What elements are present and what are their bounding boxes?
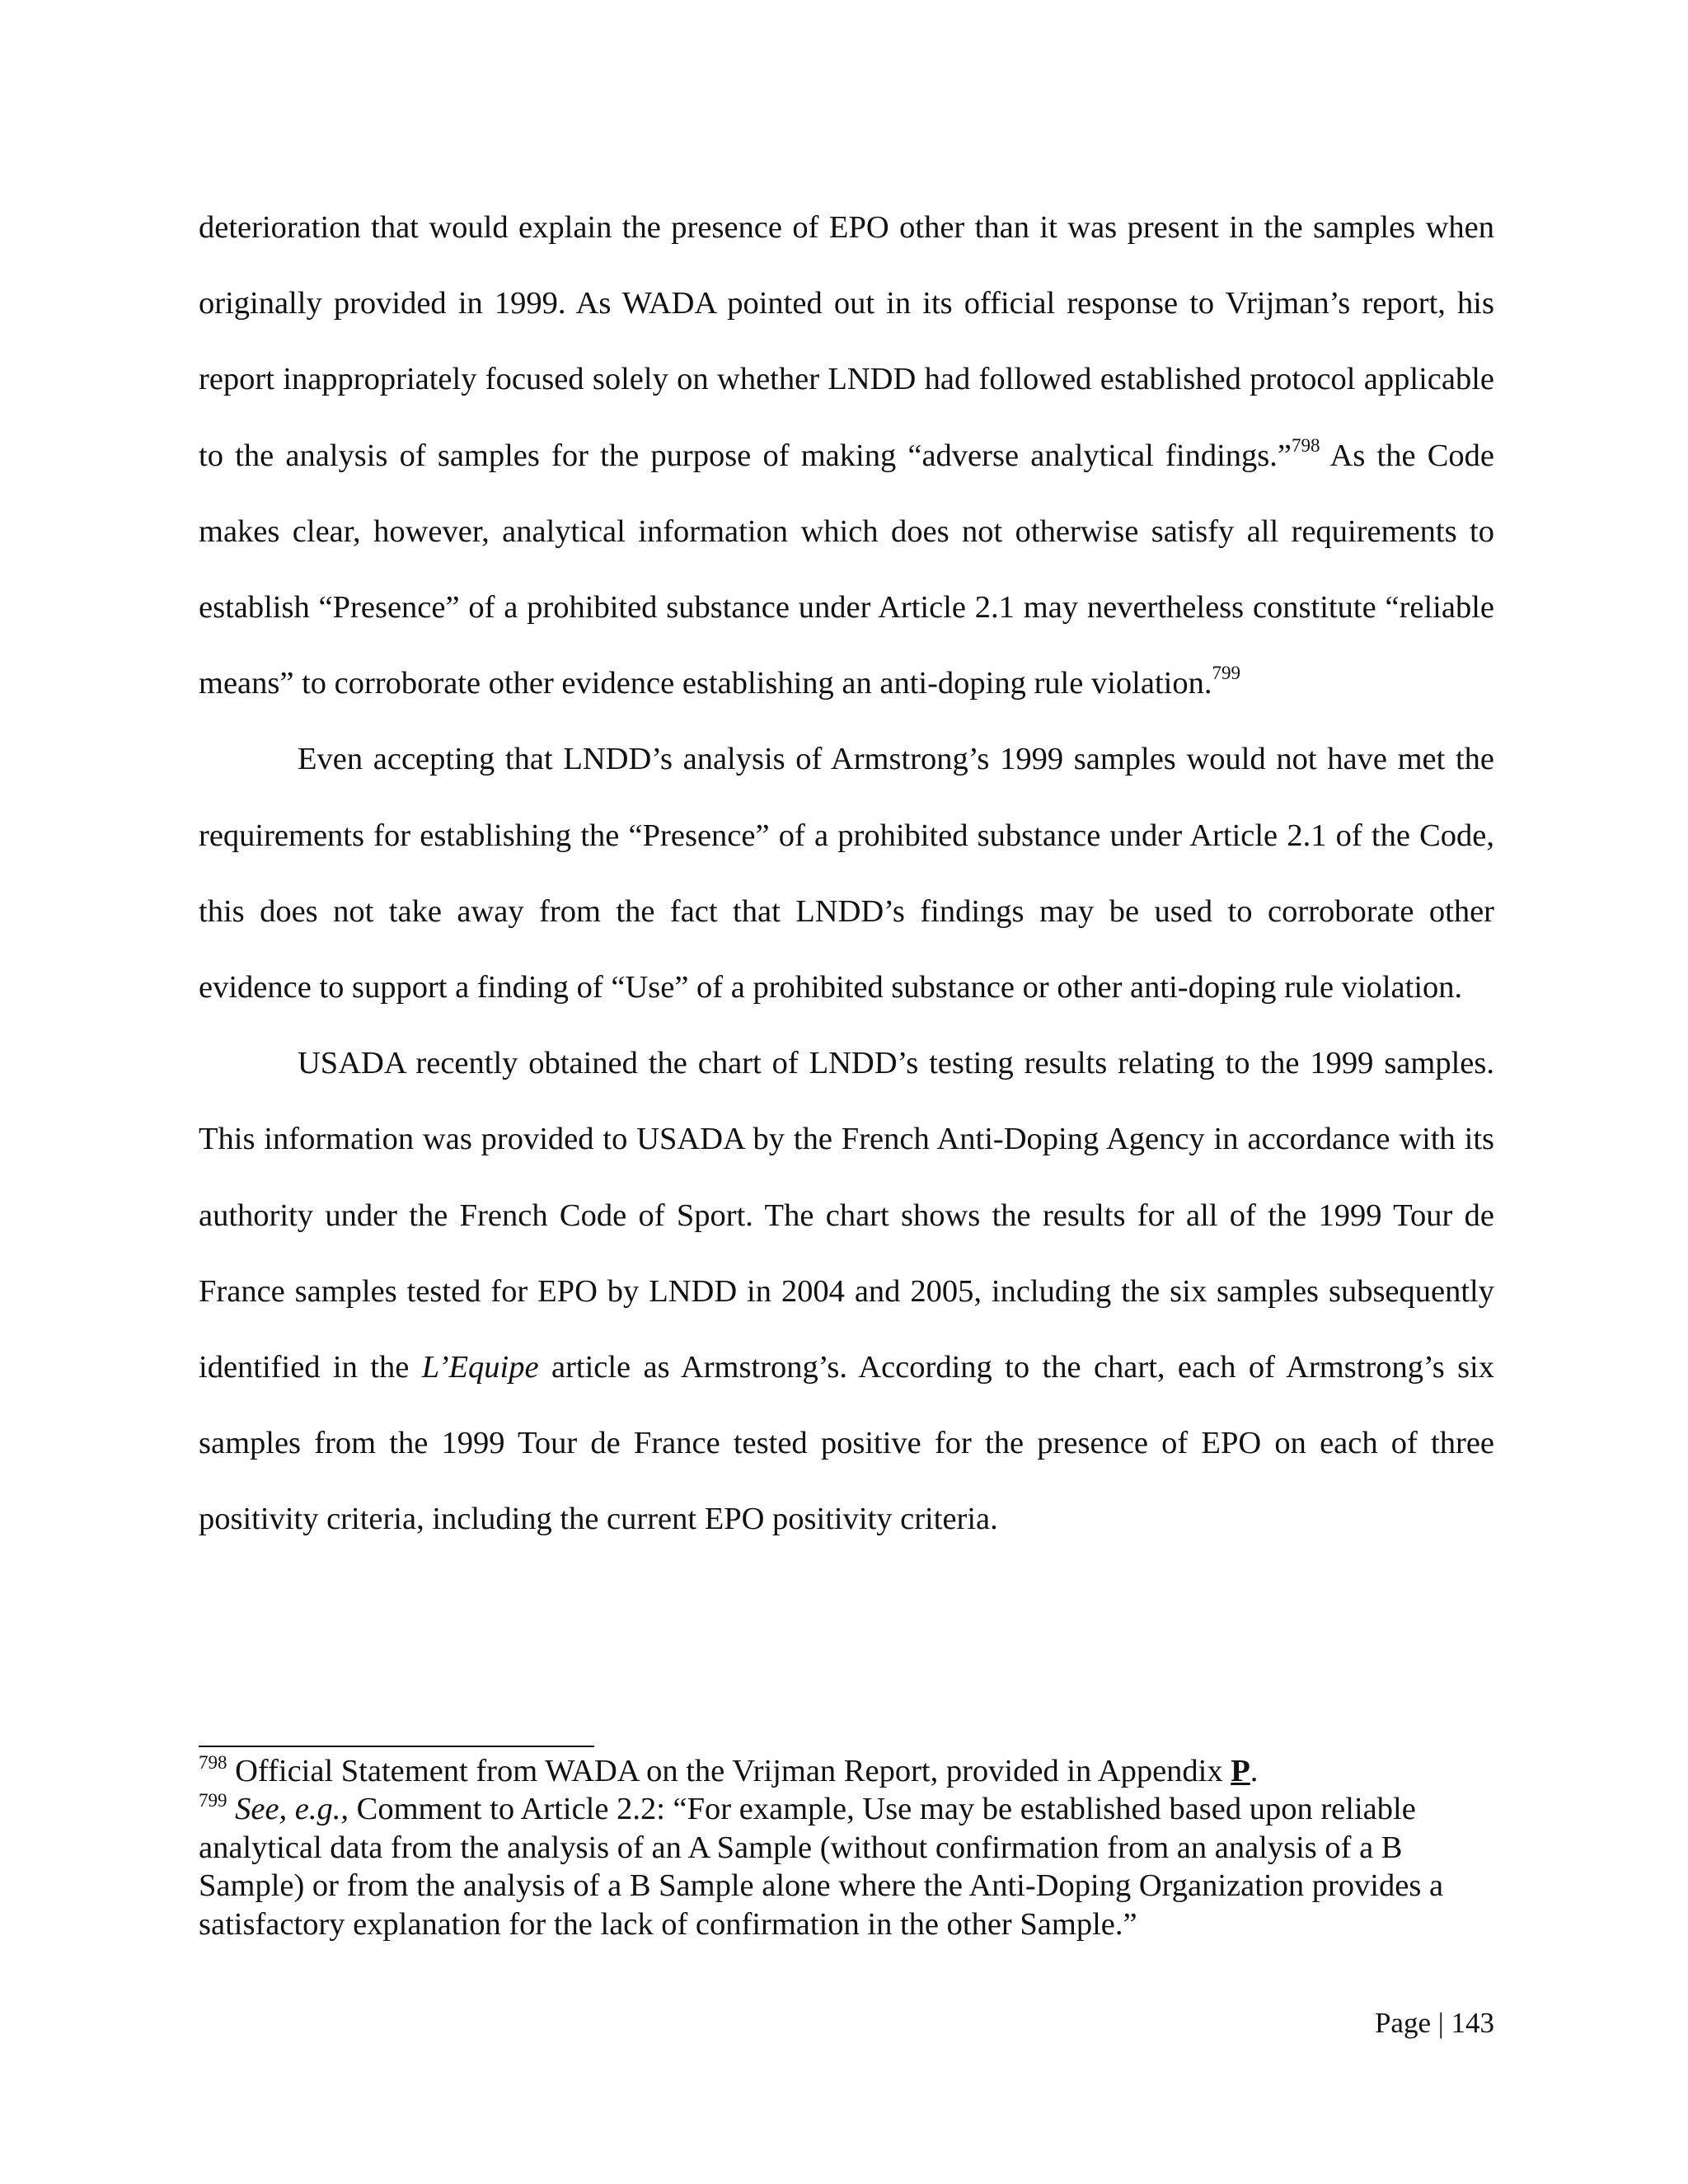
footnotes [199,1752,1494,1943]
footnote-799: $^{799}$ See, e.g., Comment to Article 2.2: “For example, Use may be established based upon reliable analytical data from the analysis of an A Sample (without confirmation from an analysis of a B Sample) or from the analysis of a B Sample alone where the Anti-Doping Organization provides a satisfactory explanation for the lack of confirmation in the other Sample.” [199,1790,1444,1942]
paragraph-2: Even accepting that LNDD’s analysis of Armstrong’s 1999 samples would not have met the requirements for establishing the “Presence” of a prohibited substance under Article 2.1 of the Code, this does not take away from the fact that LNDD’s findings may be used to corroborate other evidence to support a finding of “Use” of a prohibited substance or other anti-doping rule violation. [199,742,1494,1005]
page-number: Page | 143 [1374,2007,1494,2039]
body-text [199,190,1494,1558]
footnote-number: 798 [199,1752,227,1773]
publication-title: L’Equipe [421,1350,539,1385]
paragraph-1: deterioration that would explain the presence of EPO other than it was present in the samples when originally provided in 1999. As WADA pointed out in its official response to Vrijman’s report, his report inappropriately focused solely on whether LNDD had followed established protocol applicable to the analysis of samples for the purpose of making “adverse analytical findings.”$^{798}$ As the Code makes clear, however, analytical information which does not otherwise satisfy all requirements to establish “Presence” of a prohibited substance under Article 2.1 may nevertheless constitute “reliable means” to corroborate other evidence establishing an anti-doping rule violation.$^{799}$ [199,210,1494,701]
footnote-number: 799 [199,1790,227,1811]
footnote-separator [199,1746,594,1747]
footnote-ref-798[interactable]: 798 [1291,434,1320,456]
footnote-ref-799[interactable]: 799 [1212,663,1240,684]
paragraph-3: USADA recently obtained the chart of LNDD’s testing results relating to the 1999 samples. This information was provided to USADA by the French Anti-Doping Agency in accordance with its authority under the French Code of Sport. The chart shows the results for all of the 1999 Tour de France samples tested for EPO by LNDD in 2004 and 2005, including the six samples subsequently identified in the L’Equipe article as Armstrong’s. According to the chart, each of Armstrong’s six samples from the 1999 Tour de France tested positive for the presence of EPO on each of three positivity criteria, including the current EPO positivity criteria. [199,1046,1495,1537]
appendix-link[interactable]: P [1231,1754,1250,1788]
footnote-798: $^{798}$ Official Statement from WADA on the Vrijman Report, provided in Appendix P. [199,1752,1259,1788]
